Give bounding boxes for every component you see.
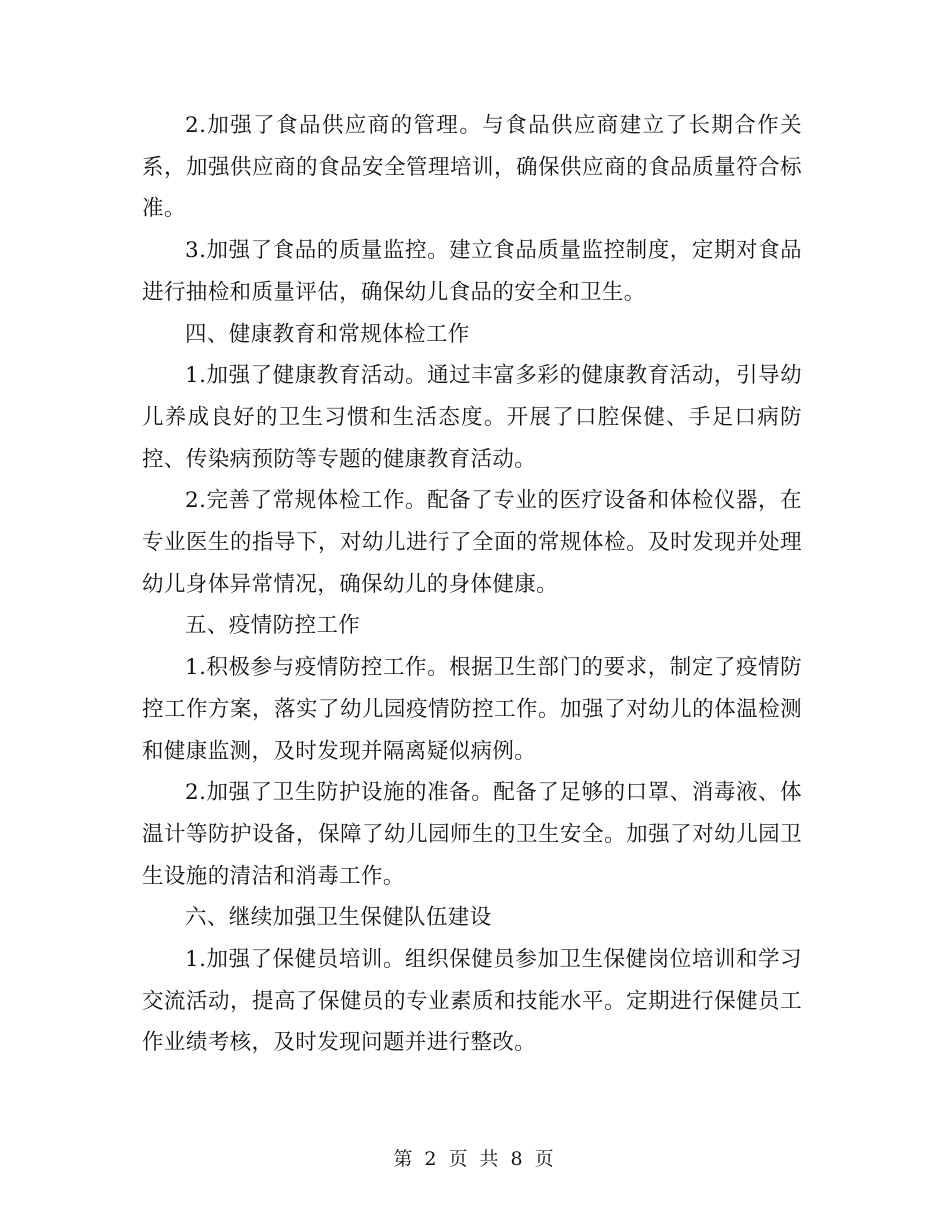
- paragraph-supplier-management: 2.加强了食品供应商的管理。与食品供应商建立了长期合作关系，加强供应商的食品安全管理培训，确保供应商的食品质量符合标准。: [142, 113, 802, 222]
- paragraph-quality-monitoring: 3.加强了食品的质量监控。建立食品质量监控制度，定期对食品进行抽检和质量评估，确保幼儿食品的安全和卫生。: [142, 238, 802, 305]
- paragraph-routine-checkups: 2.完善了常规体检工作。配备了专业的医疗设备和体检仪器，在专业医生的指导下，对幼儿进行了全面的常规体检。及时发现并处理幼儿身体异常情况，确保幼儿的身体健康。: [142, 488, 802, 597]
- paragraph-health-education-activities: 1.加强了健康教育活动。通过丰富多彩的健康教育活动，引导幼儿养成良好的卫生习惯和生活态度。开展了口腔保健、手足口病防控、传染病预防等专题的健康教育活动。: [142, 363, 802, 472]
- paragraph-protective-facilities: 2.加强了卫生防护设施的准备。配备了足够的口罩、消毒液、体温计等防护设备，保障了幼儿园师生的卫生安全。加强了对幼儿园卫生设施的清洁和消毒工作。: [142, 780, 802, 889]
- page-number-footer: 第 2 页 共 8 页: [393, 1148, 557, 1170]
- paragraph-epidemic-participation: 1.积极参与疫情防控工作。根据卫生部门的要求，制定了疫情防控工作方案，落实了幼儿园疫情防控工作。加强了对幼儿的体温检测和健康监测，及时发现并隔离疑似病例。: [142, 655, 802, 764]
- section-heading-health-team: 六、继续加强卫生保健队伍建设: [185, 905, 492, 931]
- section-heading-health-education: 四、健康教育和常规体检工作: [185, 321, 470, 347]
- document-body: [142, 105, 802, 1064]
- paragraph-staff-training: 1.加强了保健员培训。组织保健员参加卫生保健岗位培训和学习交流活动，提高了保健员的专业素质和技能水平。定期进行保健员工作业绩考核，及时发现问题并进行整改。: [142, 947, 802, 1056]
- section-heading-epidemic-control: 五、疫情防控工作: [185, 613, 361, 639]
